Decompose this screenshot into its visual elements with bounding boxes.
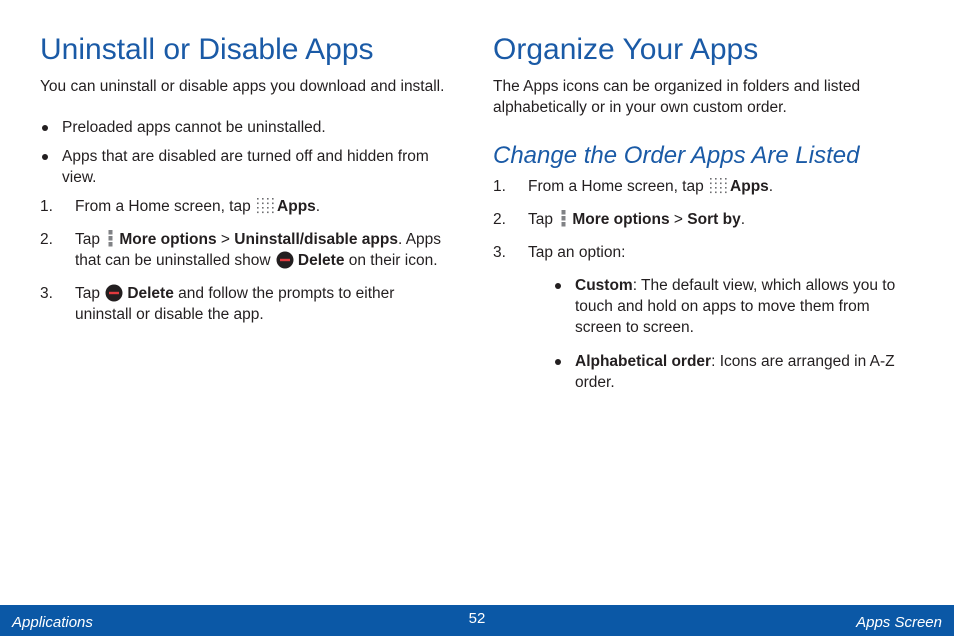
right-column [493, 30, 913, 406]
step-text: Tap an option: [528, 244, 626, 261]
step-text: From a Home screen, tap [528, 178, 709, 195]
list-item [553, 351, 913, 393]
sort-options [528, 275, 913, 393]
step-text-end: on their icon. [344, 252, 438, 269]
uninstall-step-3 [40, 283, 450, 325]
change-order-subtitle: Change the Order Apps Are Listed [493, 142, 860, 169]
step-number: 2. [40, 231, 53, 248]
more-options-label: More options [119, 231, 217, 248]
apps-label: Apps [277, 198, 316, 215]
organize-title: Organize Your Apps [493, 33, 759, 66]
uninstall-step-2 [40, 229, 450, 271]
step-number: 1. [40, 198, 53, 215]
more-options-label: More options [572, 211, 670, 228]
apps-grid-icon [256, 197, 275, 214]
step-text: From a Home screen, tap [75, 198, 256, 215]
organize-step-3 [493, 242, 913, 393]
apps-label: Apps [730, 178, 769, 195]
delete-icon [105, 284, 123, 302]
step-text: Tap [75, 231, 105, 248]
separator: > [669, 211, 688, 228]
step-text: Tap [528, 211, 558, 228]
step-text-end: . [768, 178, 774, 195]
step-text-mid: . Apps that can be uninstalled show [75, 231, 442, 269]
delete-label: Delete [127, 285, 174, 302]
page-footer [0, 605, 954, 636]
step-number: 2. [493, 211, 506, 228]
more-options-icon [108, 229, 113, 247]
step-text-end: and follow the prompts to either uninstall or disable the app. [75, 285, 395, 323]
organize-intro: The Apps icons can be organized in folders and listed alphabetically or in your own custom order. [493, 78, 861, 116]
step-text: Tap [75, 285, 105, 302]
separator: > [216, 231, 235, 248]
list-item: Apps that are disabled are turned off and hidden from view. [40, 146, 450, 188]
step-number: 3. [493, 244, 506, 261]
step-text-end: . [740, 211, 746, 228]
more-options-icon [561, 209, 566, 227]
footer-section-right: Apps Screen [856, 614, 942, 631]
option-description: : The default view, which allows you to touch and hold on apps to move them from screen to screen. [575, 277, 896, 336]
step-number: 3. [40, 285, 53, 302]
organize-steps [493, 176, 913, 393]
step-text-end: . [315, 198, 321, 215]
step-number: 1. [493, 178, 506, 195]
page-number: 52 [468, 610, 486, 627]
option-name: Custom [575, 277, 633, 294]
uninstall-steps [40, 196, 450, 325]
organize-step-1 [493, 176, 913, 197]
uninstall-intro: You can uninstall or disable apps you download and install. [40, 78, 445, 95]
uninstall-step-1 [40, 196, 450, 217]
uninstall-bullets [40, 117, 450, 188]
list-item: Preloaded apps cannot be uninstalled. [40, 117, 450, 138]
left-column [40, 30, 450, 337]
sort-by-label: Sort by [687, 211, 741, 228]
delete-icon [276, 251, 294, 269]
option-description: : Icons are arranged in A-Z order. [575, 353, 895, 391]
uninstall-title: Uninstall or Disable Apps [40, 33, 374, 66]
apps-grid-icon [709, 177, 728, 194]
list-item [553, 275, 913, 338]
delete-label: Delete [297, 252, 345, 269]
organize-step-2 [493, 209, 913, 230]
option-name: Alphabetical order [575, 353, 712, 370]
footer-section-left: Applications [12, 614, 93, 631]
uninstall-disable-label: Uninstall/disable apps [234, 231, 398, 248]
